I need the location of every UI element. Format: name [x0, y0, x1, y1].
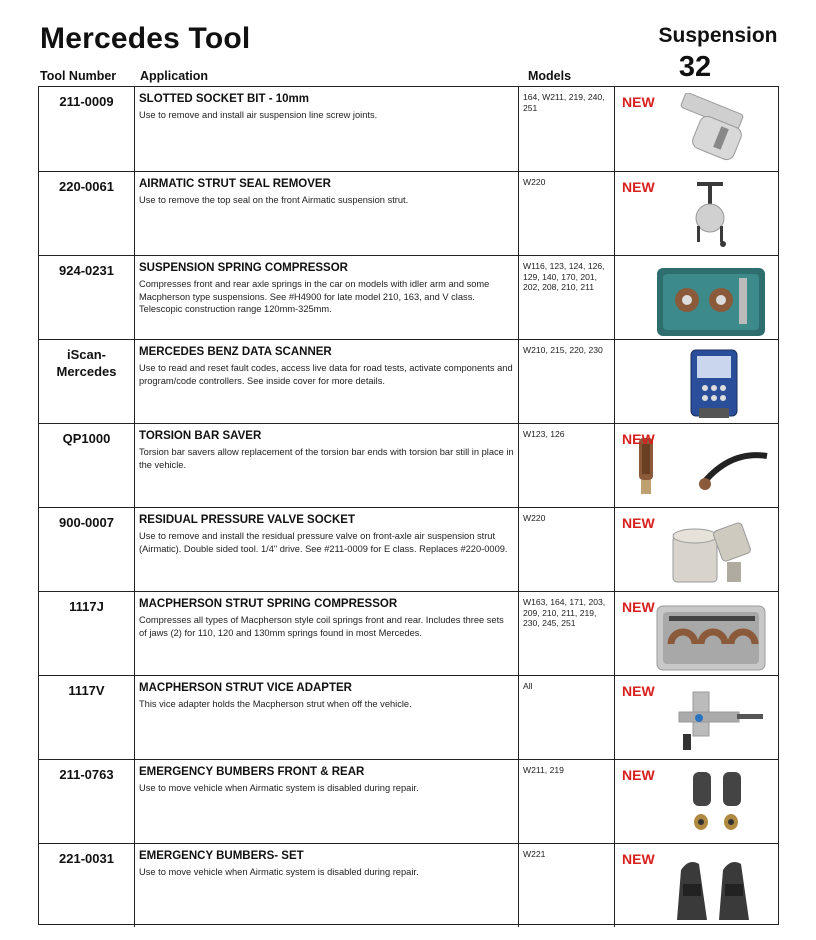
emergency-bumbers-icon — [639, 766, 769, 840]
column-header-tool-number: Tool Number — [40, 69, 117, 83]
application-cell — [135, 844, 519, 927]
tool-number: 221-0031 — [39, 844, 135, 927]
new-badge: NEW — [622, 683, 655, 699]
application-cell — [135, 340, 519, 423]
emergency-bumbers-set-icon — [639, 850, 769, 924]
tool-description: This vice adapter holds the Macpherson strut when off the vehicle. — [139, 699, 412, 709]
application-cell — [135, 676, 519, 759]
tool-description: Use to remove and install air suspension line screw joints. — [139, 110, 378, 120]
tool-title: EMERGENCY BUMBERS- SET — [139, 850, 304, 862]
product-image-cell — [615, 592, 778, 675]
column-header-application: Application — [140, 69, 209, 83]
tool-description: Use to move vehicle when Airmatic system is disabled during repair. — [139, 867, 419, 877]
models-cell: 164, W211, 219, 240, 251 — [519, 87, 615, 171]
models-cell: W163, 164, 171, 203, 209, 210, 211, 219, 230, 245, 251 — [519, 592, 615, 675]
new-badge: NEW — [622, 599, 655, 615]
product-image-cell — [615, 844, 778, 927]
tool-description: Torsion bar savers allow replacement of the torsion bar ends with torsion bar still in place in the vehicle. — [139, 447, 514, 470]
table-row — [39, 171, 778, 255]
tool-description: Compresses front and rear axle springs in the car on models with idler arm and some Macpherson type suspensions. See #H4900 for late model 210, 163, and V class. Telescopic construction range 120mm-325mm. — [139, 279, 490, 315]
models-cell: W220 — [519, 172, 615, 255]
torsion-bar-saver-icon — [639, 430, 769, 504]
tool-number: 1117V — [39, 676, 135, 759]
tool-description: Compresses all types of Macpherson style coil springs front and rear. Includes three sets of jaws (2) for 110, 120 and 130mm springs found in most Mercedes. — [139, 615, 504, 638]
table-row — [39, 759, 778, 843]
tool-title: MERCEDES BENZ DATA SCANNER — [139, 346, 332, 358]
application-cell — [135, 508, 519, 591]
product-image-cell — [615, 172, 778, 255]
table-row — [39, 675, 778, 759]
table-row — [39, 843, 778, 927]
models-cell: All — [519, 676, 615, 759]
models-cell: W211, 219 — [519, 760, 615, 843]
page-title: Mercedes Tool — [40, 22, 251, 55]
tool-number: iScan- Mercedes — [39, 340, 135, 423]
table-row — [39, 591, 778, 675]
table-row — [39, 255, 778, 339]
tool-number: 220-0061 — [39, 172, 135, 255]
tool-title: SLOTTED SOCKET BIT - 10mm — [139, 93, 309, 105]
tool-description: Use to move vehicle when Airmatic system is disabled during repair. — [139, 783, 419, 793]
table-row — [39, 87, 778, 171]
product-image-cell — [615, 256, 778, 339]
tool-number: 211-0009 — [39, 87, 135, 171]
tool-title: MACPHERSON STRUT SPRING COMPRESSOR — [139, 598, 398, 610]
tool-number: QP1000 — [39, 424, 135, 507]
tool-description: Use to remove and install the residual pressure valve on front-axle air suspension strut (Airmatic). Double sided tool. 1/4" drive. See #211-0009 for E class. Replaces #220-0009. — [139, 531, 508, 554]
table-row — [39, 339, 778, 423]
tool-title: EMERGENCY BUMBERS FRONT & REAR — [139, 766, 365, 778]
page-number: 32 — [678, 51, 712, 83]
tool-description: Use to remove the top seal on the front Airmatic suspension strut. — [139, 195, 409, 205]
tool-table — [38, 86, 779, 925]
models-cell: W210, 215, 220, 230 — [519, 340, 615, 423]
new-badge: NEW — [622, 515, 655, 531]
tool-description: Use to read and reset fault codes, access live data for road tests, activate components and program/code controllers. See inside cover for more details. — [139, 363, 513, 386]
application-cell — [135, 87, 519, 171]
valve-socket-icon — [639, 514, 769, 588]
strut-seal-remover-icon — [639, 178, 769, 252]
tool-number: 900-0007 — [39, 508, 135, 591]
table-row — [39, 423, 778, 507]
section-title: Suspension — [658, 24, 778, 47]
new-badge: NEW — [622, 851, 655, 867]
new-badge: NEW — [622, 179, 655, 195]
product-image-cell — [615, 676, 778, 759]
tool-title: TORSION BAR SAVER — [139, 430, 262, 442]
product-image-cell — [615, 508, 778, 591]
tool-number: 924-0231 — [39, 256, 135, 339]
application-cell — [135, 172, 519, 255]
strut-compressor-kit-icon — [639, 598, 769, 672]
column-header-models: Models — [528, 69, 572, 83]
tool-title: RESIDUAL PRESSURE VALVE SOCKET — [139, 514, 355, 526]
slotted-socket-bit-icon — [639, 93, 769, 167]
spring-compressor-kit-icon — [639, 262, 769, 336]
application-cell — [135, 592, 519, 675]
application-cell — [135, 760, 519, 843]
tool-number: 211-0763 — [39, 760, 135, 843]
models-cell: W221 — [519, 844, 615, 927]
new-badge: NEW — [622, 94, 655, 110]
tool-title: AIRMATIC STRUT SEAL REMOVER — [139, 178, 331, 190]
product-image-cell — [615, 87, 778, 171]
product-image-cell — [615, 340, 778, 423]
vice-adapter-icon — [639, 682, 769, 756]
models-cell: W116, 123, 124, 126, 129, 140, 170, 201, 202, 208, 210, 211 — [519, 256, 615, 339]
data-scanner-icon — [639, 346, 769, 420]
application-cell — [135, 424, 519, 507]
tool-title: SUSPENSION SPRING COMPRESSOR — [139, 262, 348, 274]
application-cell — [135, 256, 519, 339]
new-badge: NEW — [622, 767, 655, 783]
product-image-cell — [615, 424, 778, 507]
models-cell: W123, 126 — [519, 424, 615, 507]
table-row — [39, 507, 778, 591]
new-badge: NEW — [622, 431, 655, 447]
tool-number: 1117J — [39, 592, 135, 675]
product-image-cell — [615, 760, 778, 843]
tool-title: MACPHERSON STRUT VICE ADAPTER — [139, 682, 352, 694]
models-cell: W220 — [519, 508, 615, 591]
